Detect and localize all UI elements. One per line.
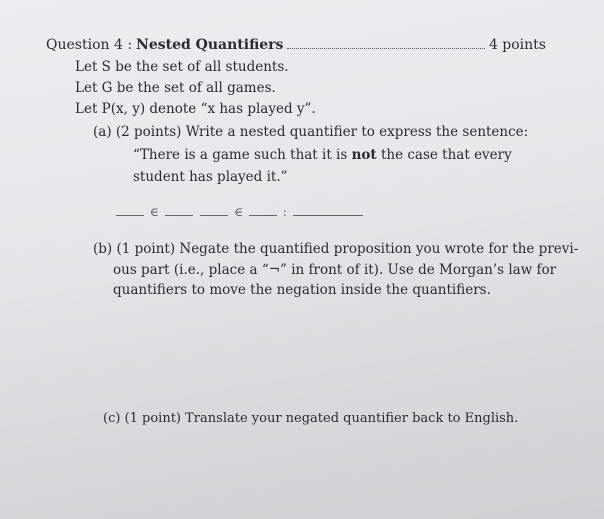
answer-blank-predicate[interactable] <box>293 215 363 216</box>
definition-predicate: Let P(x, y) denote “x has played y”. <box>75 101 316 117</box>
question-points: 4 points <box>488 37 546 53</box>
definition-games: Let G be the set of all games. <box>75 80 276 96</box>
part-a-quote-line1 <box>133 147 512 163</box>
part-a-prompt: (a) (2 points) Write a nested quantifier to express the sentence: <box>93 124 529 140</box>
question-title: Nested Quantifiers <box>136 37 284 53</box>
part-c-line1: (c) (1 point) Translate your negated quantifier back to English. <box>103 411 519 426</box>
question-label: Question 4 : <box>46 37 133 53</box>
part-b-line3: quantifiers to move the negation inside the quantifiers. <box>113 282 491 298</box>
part-b-line1: (b) (1 point) Negate the quantified proposition you wrote for the previ- <box>93 241 579 257</box>
answer-blank[interactable] <box>200 215 228 216</box>
quote-pre: “There is a game such that it is <box>133 147 352 163</box>
answer-blanks <box>114 205 365 219</box>
part-a-quote-line2: student has played it.” <box>133 169 288 185</box>
quote-post: the case that every <box>376 147 512 163</box>
element-of-symbol: ∈ <box>149 205 159 219</box>
dotted-leader <box>287 47 485 49</box>
answer-blank[interactable] <box>116 215 144 216</box>
part-b-line2: ous part (i.e., place a “¬” in front of it). Use de Morgan’s law for <box>113 262 557 278</box>
definition-students: Let S be the set of all students. <box>75 59 289 75</box>
element-of-symbol: ∈ <box>234 205 244 219</box>
answer-blank[interactable] <box>249 215 277 216</box>
quote-bold-not: not <box>351 147 377 163</box>
question-header <box>46 37 546 53</box>
colon-symbol: : <box>282 205 287 219</box>
answer-blank[interactable] <box>165 215 193 216</box>
